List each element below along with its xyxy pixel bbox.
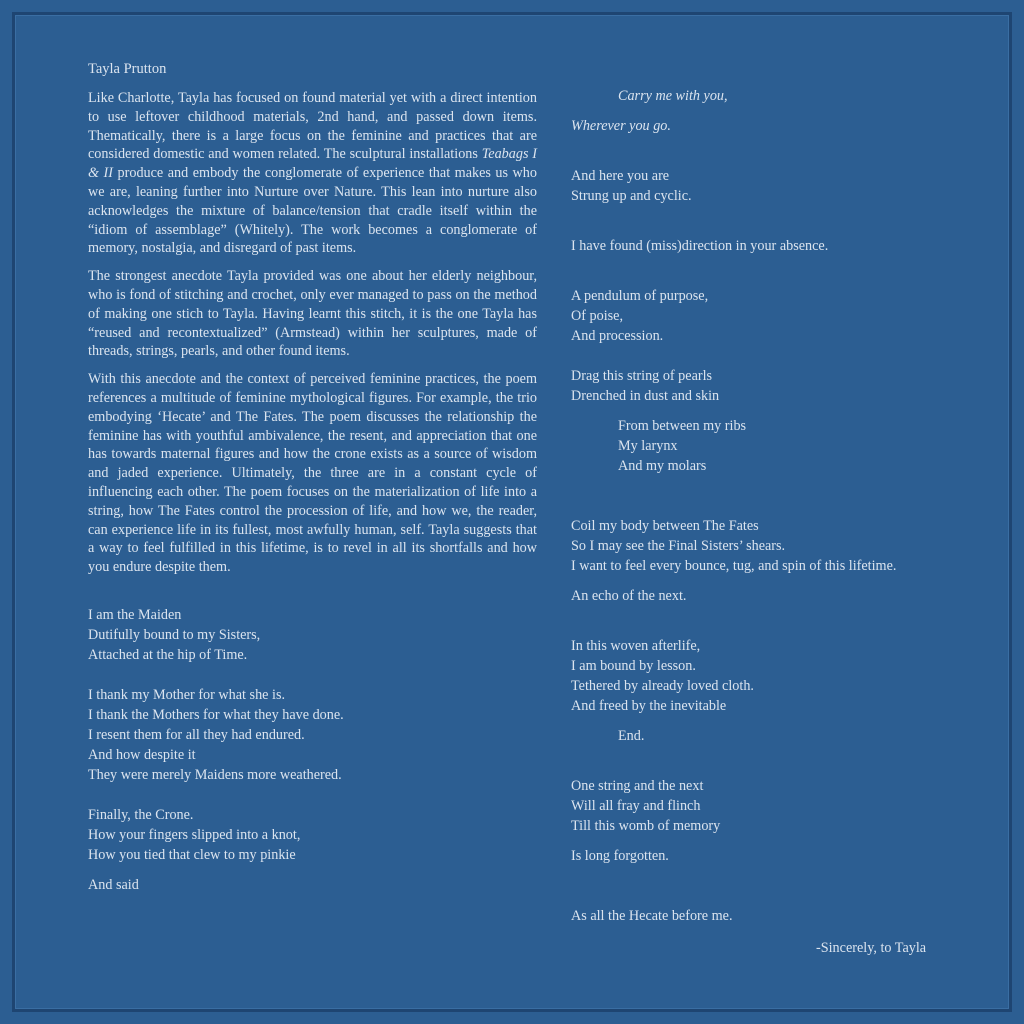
author-name: Tayla Prutton [88, 61, 167, 77]
poem-line: Is long forgotten. [571, 848, 669, 864]
poem-line: Finally, the Crone. [88, 806, 194, 823]
signoff: -Sincerely, to Tayla [816, 940, 927, 956]
poem-line: And my molars [618, 458, 707, 474]
poem-line: Coil my body between The Fates [571, 518, 759, 534]
poem-line: And how despite it [88, 746, 196, 763]
poem-line: Tethered by already loved cloth. [571, 678, 754, 694]
poem-part-2 [571, 86, 951, 926]
poem-part-1 [88, 605, 537, 895]
poem-line: How you tied that clew to my pinkie [88, 846, 296, 863]
poem-line: They were merely Maidens more weathered. [88, 766, 342, 783]
poem-line: I resent them for all they had endured. [88, 726, 305, 743]
poem-line: Drenched in dust and skin [571, 388, 720, 404]
poem-line: I have found (miss)direction in your absence. [571, 238, 829, 254]
poem-line: Drag this string of pearls [571, 368, 713, 384]
poem-line: I want to feel every bounce, tug, and spin of this lifetime. [571, 558, 897, 574]
poem-line: Dutifully bound to my Sisters, [88, 626, 261, 643]
poem-line: Wherever you go. [571, 118, 671, 134]
poem-line: An echo of the next. [571, 588, 687, 604]
essay-paragraph-1: Like Charlotte, Tayla has focused on found material yet with a direct intention to use leftover childhood materials, 2nd hand, and passed down items. Thematically, there is a large focus on the feminine and practices that are considered domestic and women related. The sculptural installations Teabags I & II produce and embody the conglomerate of experience that makes us who we are, leaning further into Nurture over Nature. This lean into nurture also acknowledges the mixture of balance/tension that cradle itself within the “idiom of assemblage” (Whitely). The work becomes a conglomerate of memory, nostalgia, and disregard of past items. [88, 90, 537, 257]
essay-paragraph-2: The strongest anecdote Tayla provided was one about her elderly neighbour, who is fond of stitching and crochet, only ever managed to pass on the method of making one stich to Tayla. Having learnt this stitch, it is the one Tayla has “reused and recontextualized” (Armstead) within her sculptures, made of threads, strings, pearls, and other found items. [88, 268, 537, 360]
poem-line: And said [88, 876, 139, 893]
poem-line: Will all fray and flinch [571, 798, 701, 814]
poem-line: One string and the next [571, 778, 704, 794]
poem-line: Of poise, [571, 308, 624, 324]
poem-line: Attached at the hip of Time. [88, 646, 248, 663]
poem-line: My larynx [618, 438, 678, 454]
poem-line: I thank my Mother for what she is. [88, 686, 286, 703]
poem-line: I am the Maiden [88, 606, 182, 623]
artwork-title: Teabags I & II [88, 146, 537, 182]
poem-line: In this woven afterlife, [571, 638, 701, 654]
left-column [88, 60, 537, 895]
poem-line: So I may see the Final Sisters’ shears. [571, 538, 786, 554]
poem-line: And procession. [571, 328, 664, 344]
poem-line: And here you are [571, 168, 670, 184]
poem-line: Till this womb of memory [571, 818, 721, 834]
poem-line: I thank the Mothers for what they have done. [88, 706, 344, 723]
essay [88, 89, 537, 577]
poem-line: From between my ribs [618, 418, 747, 434]
poem-line: As all the Hecate before me. [571, 908, 733, 924]
poem-line: Strung up and cyclic. [571, 188, 692, 204]
poem-line: A pendulum of purpose, [571, 288, 709, 304]
poem-line: Carry me with you, [618, 88, 728, 104]
poem-line: I am bound by lesson. [571, 658, 696, 674]
poem-line: And freed by the inevitable [571, 698, 727, 714]
poem-line: End. [618, 728, 645, 744]
poem-line: How your fingers slipped into a knot, [88, 826, 301, 843]
essay-paragraph-3: With this anecdote and the context of perceived feminine practices, the poem references a multitude of feminine mythological figures. For example, the trio embodying ‘Hecate’ and The Fates. The poem discusses the relationship the feminine has with youthful ambivalence, the resent, and appreciation that one has towards maternal figures and how the crone exists as a source of wisdom and jaded experience. Ultimately, the three are in a constant cycle of influencing each other. The poem focuses on the materialization of life into a string, how The Fates control the procession of life, and how we, the reader, can experience life in its fullest, most awfully human, self. Tayla suggests that a way to feel fulfilled in this lifetime, is to revel in all its shortfalls and how you endure despite them. [88, 371, 537, 576]
